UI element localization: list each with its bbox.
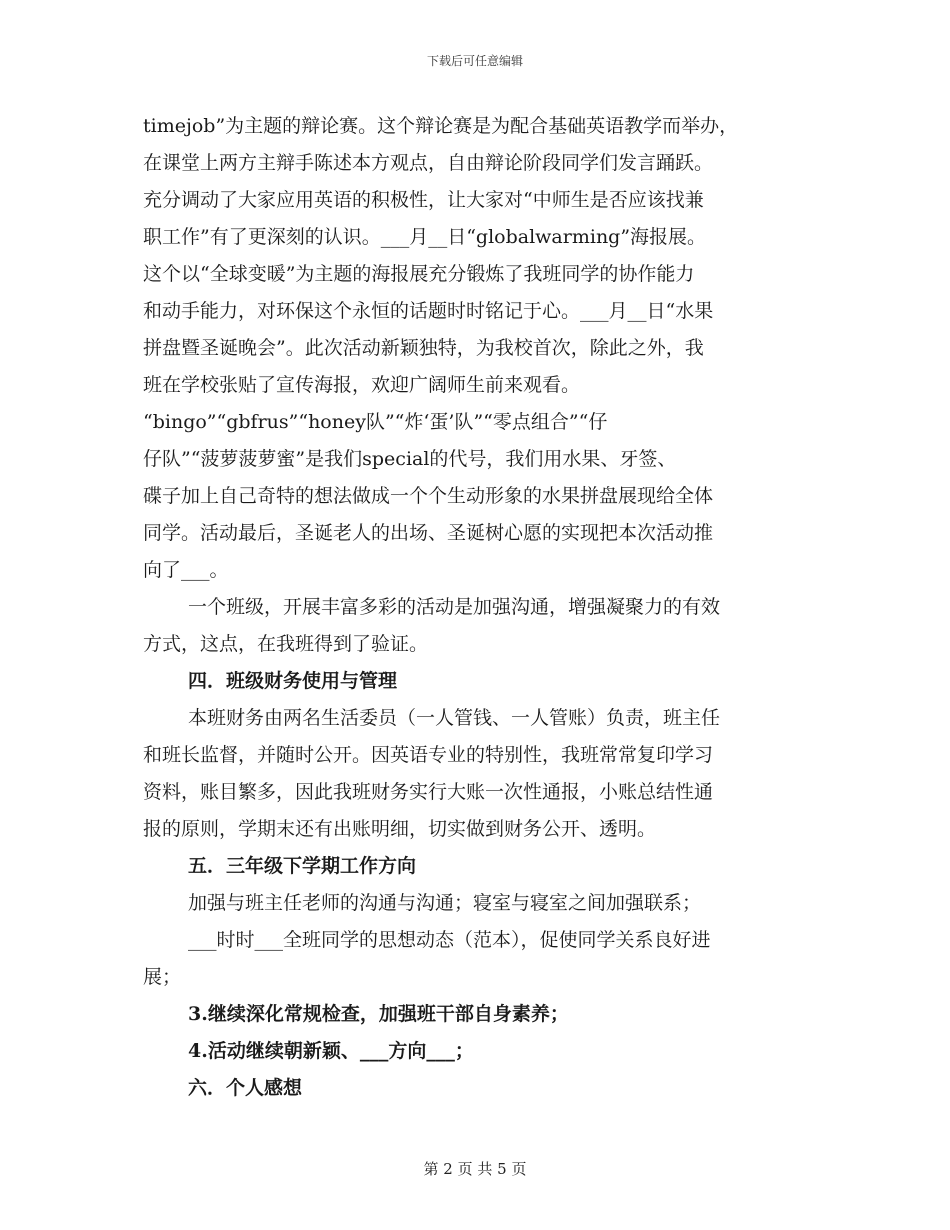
paragraph-line: 和动手能力，对环保这个永恒的话题时时铭记于心。___月__日“水果	[143, 300, 714, 322]
paragraph-line: 和班长监督，并随时公开。因英语专业的特别性，我班常常复印学习	[143, 744, 714, 766]
paragraph-line: 加强与班主任老师的沟通与沟通；寝室与寝室之间加强联系；	[188, 892, 702, 914]
document-body	[143, 108, 813, 1107]
paragraph-line: timejob”为主题的辩论赛。这个辩论赛是为配合基础英语教学而举办，	[143, 115, 739, 137]
section-heading-line: 4.活动继续朝新颖、___方向___；	[188, 1040, 474, 1062]
paragraph-line: 职工作”有了更深刻的认识。___月__日“globalwarming”海报展。	[143, 226, 707, 248]
paragraph-line: 向了___。	[143, 559, 229, 581]
paragraph-line: 仔队”“菠萝菠萝蜜”是我们special的代号，我们用水果、牙签、	[143, 448, 677, 470]
paragraph-line: 碟子加上自己奇特的想法做成一个个生动形象的水果拼盘展现给全体	[143, 485, 714, 507]
paragraph-line: 方式，这点，在我班得到了验证。	[143, 633, 429, 655]
paragraph-line: 这个以“全球变暖”为主题的海报展充分锻炼了我班同学的协作能力	[143, 263, 695, 285]
page-number-footer: 第 2 页 共 5 页	[423, 1160, 527, 1178]
paragraph-line: 展；	[143, 966, 182, 988]
paragraph-line: ___时时___全班同学的思想动态（范本），促使同学关系良好进	[188, 929, 711, 951]
paragraph-line: 班在学校张贴了宣传海报，欢迎广阔师生前来观看。	[143, 374, 581, 396]
section-heading-line: 四．班级财务使用与管理	[188, 670, 398, 692]
section-heading-line: 六．个人感想	[188, 1077, 303, 1099]
paragraph-line: 拼盘暨圣诞晚会”。此次活动新颖独特，为我校首次，除此之外，我	[143, 337, 704, 359]
paragraph-line: 资料，账目繁多，因此我班财务实行大账一次性通报，小账总结性通	[143, 781, 714, 803]
paragraph-line: 同学。活动最后，圣诞老人的出场、圣诞树心愿的实现把本次活动推	[143, 522, 714, 544]
paragraph-line: 在课堂上两方主辩手陈述本方观点，自由辩论阶段同学们发言踊跃。	[143, 152, 714, 174]
section-heading-line: 五．三年级下学期工作方向	[188, 855, 417, 877]
paragraph-line: 报的原则，学期末还有出账明细，切实做到财务公开、透明。	[143, 818, 657, 840]
page-header-note: 下载后可任意编辑	[426, 54, 523, 68]
paragraph-line: 充分调动了大家应用英语的积极性，让大家对“中师生是否应该找兼	[143, 189, 704, 211]
paragraph-line: 本班财务由两名生活委员（一人管钱、一人管账）负责，班主任	[188, 707, 721, 729]
section-heading-line: 3.继续深化常规检查，加强班干部自身素养；	[188, 1003, 569, 1025]
paragraph-line: “bingo”“gbfrus”“honey队”“炸‘蛋’队”“零点组合”“仔	[143, 411, 608, 433]
paragraph-line: 一个班级，开展丰富多彩的活动是加强沟通，增强凝聚力的有效	[188, 596, 721, 618]
